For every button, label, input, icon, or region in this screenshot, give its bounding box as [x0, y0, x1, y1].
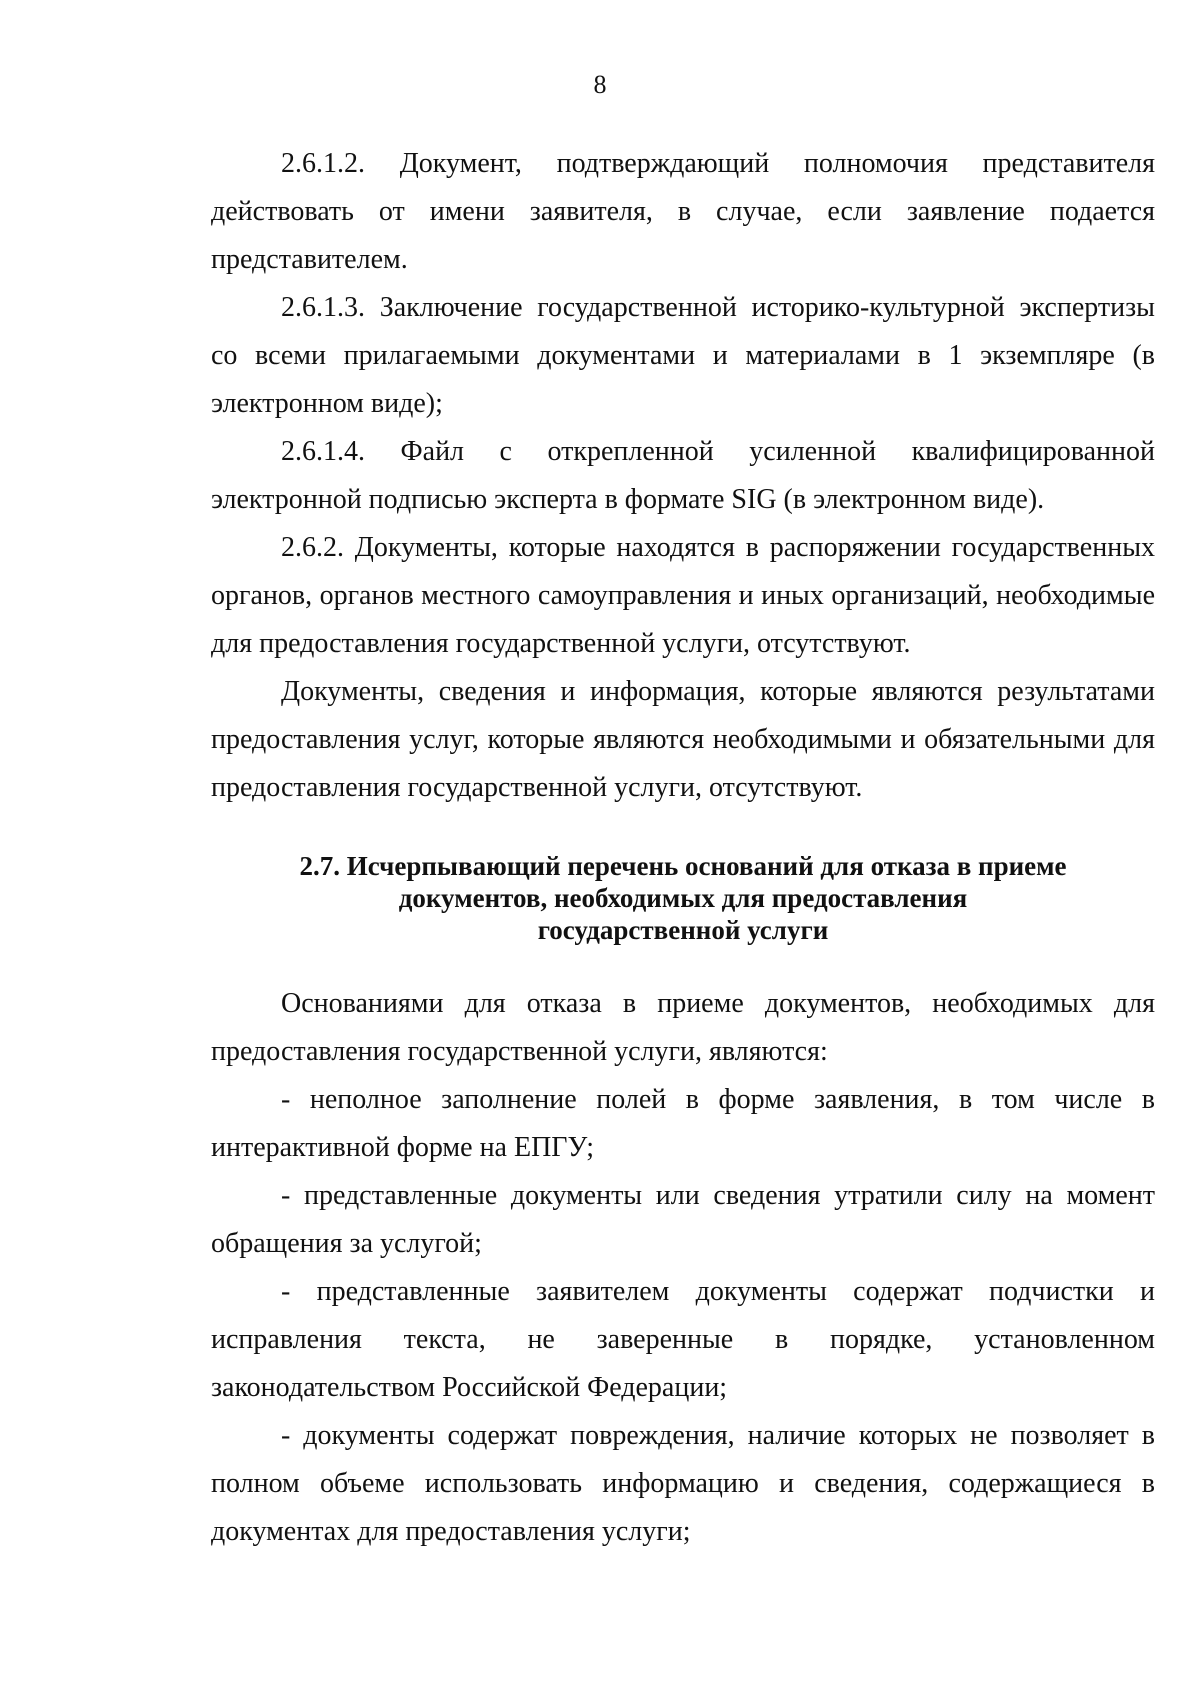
paragraph-2-6-2: 2.6.2. Документы, которые находятся в распоряжении государственных органов, органов местного самоуправления и иных организаций, необходимые для предоставления государственной услуги, отсутствуют. — [211, 532, 1155, 659]
paragraph-2-6-1-3: 2.6.1.3. Заключение государственной историко-культурной экспертизы со всеми прилагаемыми документами и материалами в 1 экземпляре (в электронном виде); — [211, 292, 1155, 419]
list-item-expired-documents: - представленные документы или сведения утратили силу на момент обращения за услугой; — [211, 1180, 1155, 1259]
paragraph-2-6-1-4: 2.6.1.4. Файл с открепленной усиленной квалифицированной электронной подписью эксперта в формате SIG (в электронном виде). — [211, 436, 1155, 515]
section-heading-2-7 — [211, 850, 1155, 946]
paragraph-results-documents: Документы, сведения и информация, которые являются результатами предоставления услуг, которые являются необходимыми и обязательными для предоставления государственной услуги, отсутствуют. — [211, 676, 1155, 803]
list-item-corrections: - представленные заявителем документы содержат подчистки и исправления текста, не заверенные в порядке, установленном законодательством Российской Федерации; — [211, 1276, 1155, 1403]
section-heading-line: государственной услуги — [537, 915, 829, 945]
document-body — [211, 140, 1155, 1556]
paragraph-2-6-1-2: 2.6.1.2. Документ, подтверждающий полномочия представителя действовать от имени заявителя, в случае, если заявление подается представителем. — [211, 148, 1155, 275]
list-item-damaged-documents: - документы содержат повреждения, наличие которых не позволяет в полном объеме использовать информацию и сведения, содержащиеся в документах для предоставления услуги; — [211, 1420, 1155, 1547]
section-heading-line: 2.7. Исчерпывающий перечень оснований для отказа в приеме — [299, 851, 1067, 881]
section-heading-line: документов, необходимых для предоставления — [398, 883, 968, 913]
list-item-incomplete-form: - неполное заполнение полей в форме заявления, в том числе в интерактивной форме на ЕПГУ; — [211, 1084, 1155, 1163]
page-number: 8 — [593, 70, 607, 99]
paragraph-refusal-grounds-intro: Основаниями для отказа в приеме документов, необходимых для предоставления государственной услуги, являются: — [211, 988, 1155, 1067]
